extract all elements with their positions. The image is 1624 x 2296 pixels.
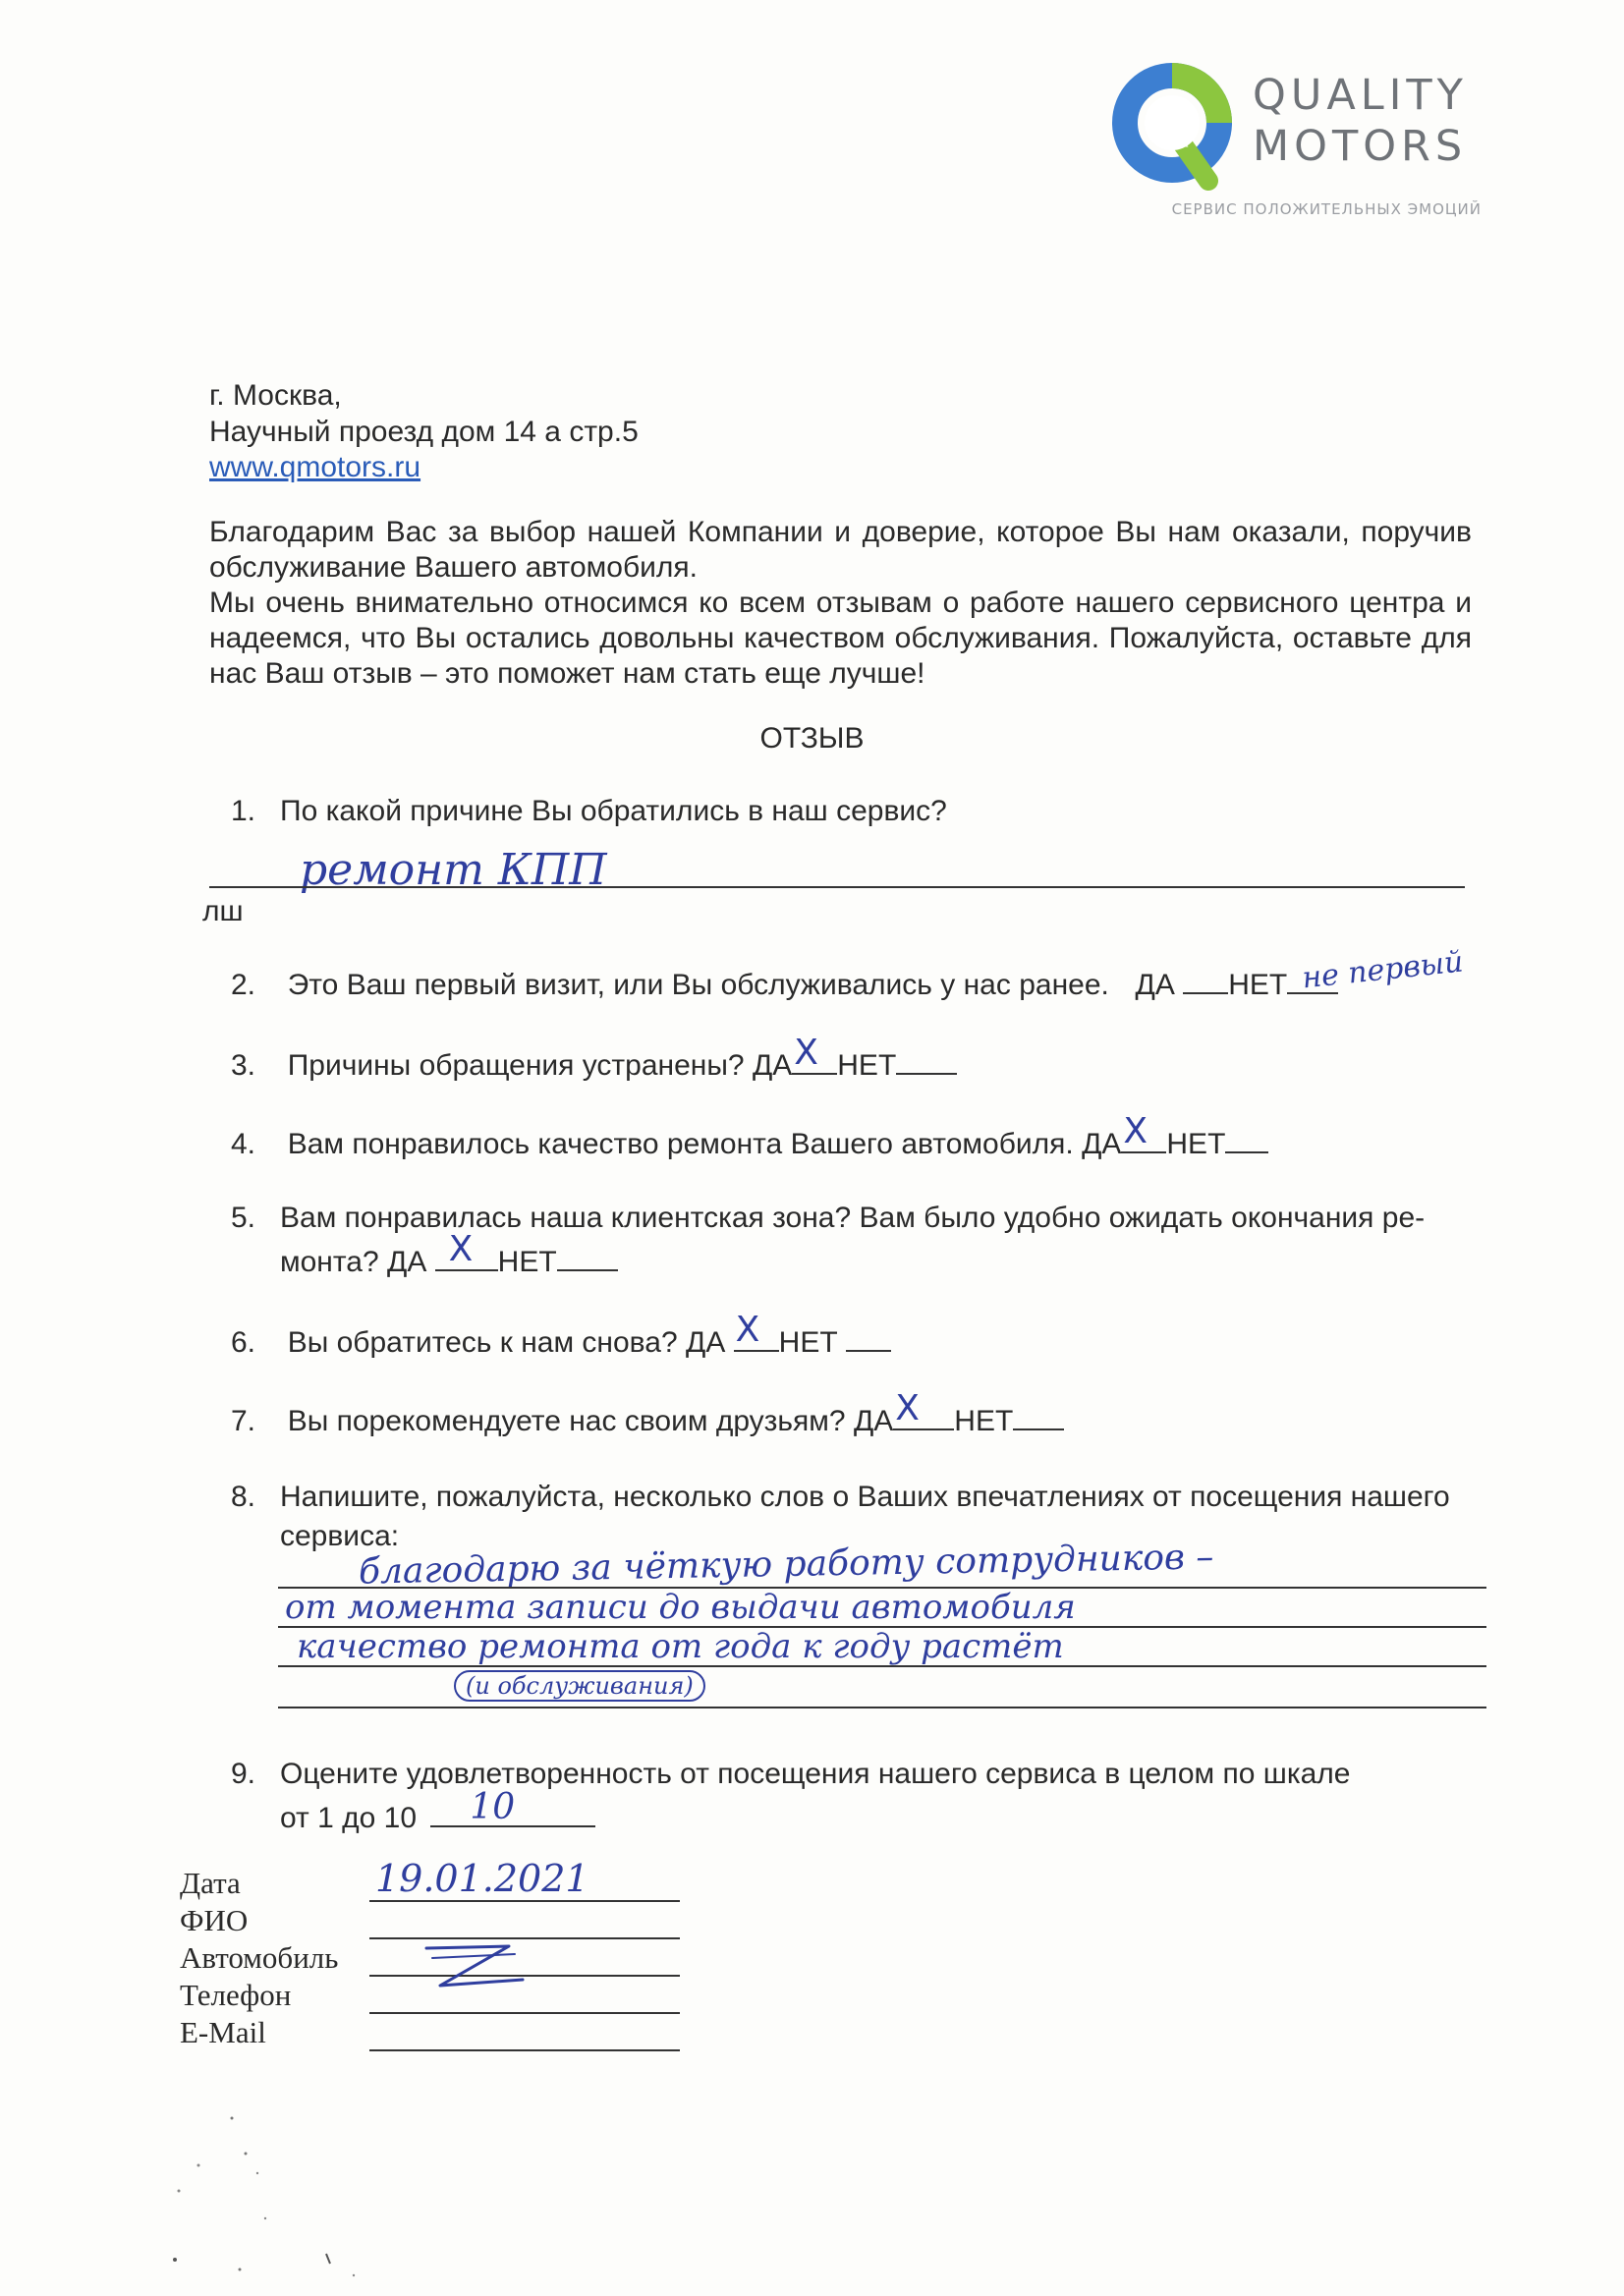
question-8-answer-line-4: (и обслуживания) (454, 1670, 705, 1702)
footer-label-name: ФИО (180, 1903, 249, 1937)
question-1-answer-line (209, 886, 1465, 888)
question-4-yes-field[interactable] (1121, 1111, 1166, 1153)
footer-strike-mark-icon (413, 1940, 540, 1999)
question-1-answer: ремонт КПП (300, 845, 607, 895)
question-7-mark: X (895, 1388, 920, 1428)
website-link[interactable]: www.qmotors.ru (209, 451, 421, 483)
question-6-no-label: НЕТ (778, 1326, 838, 1359)
question-7-text: Вы порекомендуете нас своим друзьям? (287, 1405, 846, 1437)
question-7-no-field[interactable] (1013, 1399, 1064, 1430)
question-6-mark: X (735, 1310, 760, 1350)
question-8-answer-line-3: качество ремонта от года к году растёт (297, 1627, 1064, 1666)
question-3-number: 3. (231, 1049, 256, 1082)
question-8-number: 8. (231, 1481, 256, 1513)
footer-label-email: E-Mail (180, 2015, 266, 2049)
question-3-yes-field[interactable] (792, 1033, 837, 1075)
question-5-line2 (280, 1229, 618, 1280)
question-3-yes-label: ДА (752, 1049, 793, 1082)
question-5-text-line2: монта? (280, 1246, 379, 1278)
form-title: ОТЗЫВ (759, 722, 865, 755)
question-2 (231, 963, 1338, 1003)
scan-specks-icon (147, 2102, 393, 2289)
footer-phone-field[interactable] (369, 2012, 680, 2014)
company-logo (1110, 61, 1484, 228)
question-8-line-3 (278, 1665, 1486, 1667)
question-7-yes-label: ДА (853, 1405, 894, 1437)
question-2-text: Это Ваш первый визит, или Вы обслуживались у нас ранее. (287, 969, 1109, 1001)
question-5-yes-label: ДА (387, 1246, 427, 1278)
svg-text:Q: Q (1149, 93, 1195, 152)
question-2-number: 2. (231, 969, 256, 1001)
question-5-no-field[interactable] (557, 1240, 618, 1271)
footer-label-date: Дата (180, 1866, 241, 1900)
question-5-text-line1: Вам понравилась наша клиентская зона? Вам было удобно ожидать окончания ре- (280, 1202, 1426, 1234)
question-8-text-line1: Напишите, пожалуйста, несколько слов о Ваших впечатлениях от посещения нашего (280, 1481, 1450, 1513)
question-7-number: 7. (231, 1405, 256, 1437)
question-8-text-line2: сервиса: (280, 1520, 400, 1552)
question-4-no-field[interactable] (1225, 1122, 1268, 1153)
question-3-no-label: НЕТ (837, 1049, 897, 1082)
intro-paragraph-2: Мы очень внимательно относимся ко всем отзывам о работе нашего сервисного центра и надеемся, что Вы остались довольны качеством обслуживания. Пожалуйста, оставьте для нас Ваш отзыв – это поможет нам стать еще лучше! (209, 587, 1472, 690)
logo-q-icon (1110, 61, 1238, 194)
question-1-initials: лш (202, 895, 244, 927)
question-7-no-label: НЕТ (954, 1405, 1014, 1437)
question-6-no-field[interactable] (846, 1320, 891, 1352)
question-1-number: 1. (231, 795, 256, 827)
logo-name-line1: QUALITY (1253, 71, 1468, 120)
question-5-mark: X (448, 1229, 474, 1269)
address-city: г. Москва, (209, 379, 342, 412)
question-4-no-label: НЕТ (1166, 1128, 1226, 1160)
question-5-yes-field[interactable] (435, 1229, 498, 1271)
question-6-yes-field[interactable] (734, 1310, 779, 1352)
question-6-text: Вы обратитесь к нам снова? (287, 1326, 678, 1359)
footer-date-field[interactable] (369, 1900, 680, 1902)
footer-label-phone: Телефон (180, 1978, 292, 2012)
question-7-yes-field[interactable] (893, 1388, 954, 1430)
question-3-mark: X (794, 1033, 818, 1073)
question-6 (231, 1310, 891, 1361)
question-5-number: 5. (231, 1202, 256, 1234)
question-5-no-label: НЕТ (497, 1246, 557, 1278)
question-8-answer-line-2: от момента записи до выдачи автомобиля (285, 1588, 1076, 1627)
footer-email-field[interactable] (369, 2049, 680, 2051)
question-2-answer: не первый (1300, 944, 1465, 996)
question-9-number: 9. (231, 1758, 256, 1790)
footer-label-car: Автомобиль (180, 1940, 339, 1975)
question-3 (231, 1033, 957, 1084)
question-4-text: Вам понравилось качество ремонта Вашего автомобиля. (287, 1128, 1074, 1160)
question-3-text: Причины обращения устранены? (287, 1049, 745, 1082)
question-8-line-4 (278, 1707, 1486, 1708)
question-2-no-label: НЕТ (1228, 969, 1288, 1001)
question-2-yes-field[interactable] (1183, 963, 1228, 994)
question-7 (231, 1388, 1064, 1439)
footer-date-value: 19.01.2021 (375, 1857, 589, 1900)
question-8-answer-line-1: благодарю за чёткую работу сотрудников – (358, 1537, 1214, 1593)
question-4-number: 4. (231, 1128, 256, 1160)
footer-name-field[interactable] (369, 1937, 680, 1939)
question-3-no-field[interactable] (896, 1043, 957, 1075)
address-street: Научный проезд дом 14 а стр.5 (209, 416, 639, 448)
question-2-yes-label: ДА (1135, 969, 1175, 1001)
logo-tagline: СЕРВИС ПОЛОЖИТЕЛЬНЫХ ЭМОЦИЙ (1171, 200, 1482, 218)
question-9-score-field[interactable] (430, 1787, 595, 1827)
question-4-yes-label: ДА (1082, 1128, 1122, 1160)
question-6-number: 6. (231, 1326, 256, 1359)
question-9-text-line2: от 1 до 10 (280, 1802, 418, 1834)
question-9-text-line1: Оцените удовлетворенность от посещения нашего сервиса в целом по шкале (280, 1758, 1351, 1790)
question-6-yes-label: ДА (686, 1326, 726, 1359)
question-1-text: По какой причине Вы обратились в наш сервис? (280, 795, 947, 827)
question-4 (231, 1111, 1268, 1162)
question-9-line2 (280, 1787, 595, 1836)
logo-name-line2: MOTORS (1253, 122, 1468, 171)
intro-paragraph-1: Благодарим Вас за выбор нашей Компании и доверие, которое Вы нам оказали, поручив обслуживание Вашего автомобиля. (209, 516, 1472, 584)
question-9-answer: 10 (470, 1787, 516, 1827)
question-4-mark: X (1123, 1111, 1148, 1151)
